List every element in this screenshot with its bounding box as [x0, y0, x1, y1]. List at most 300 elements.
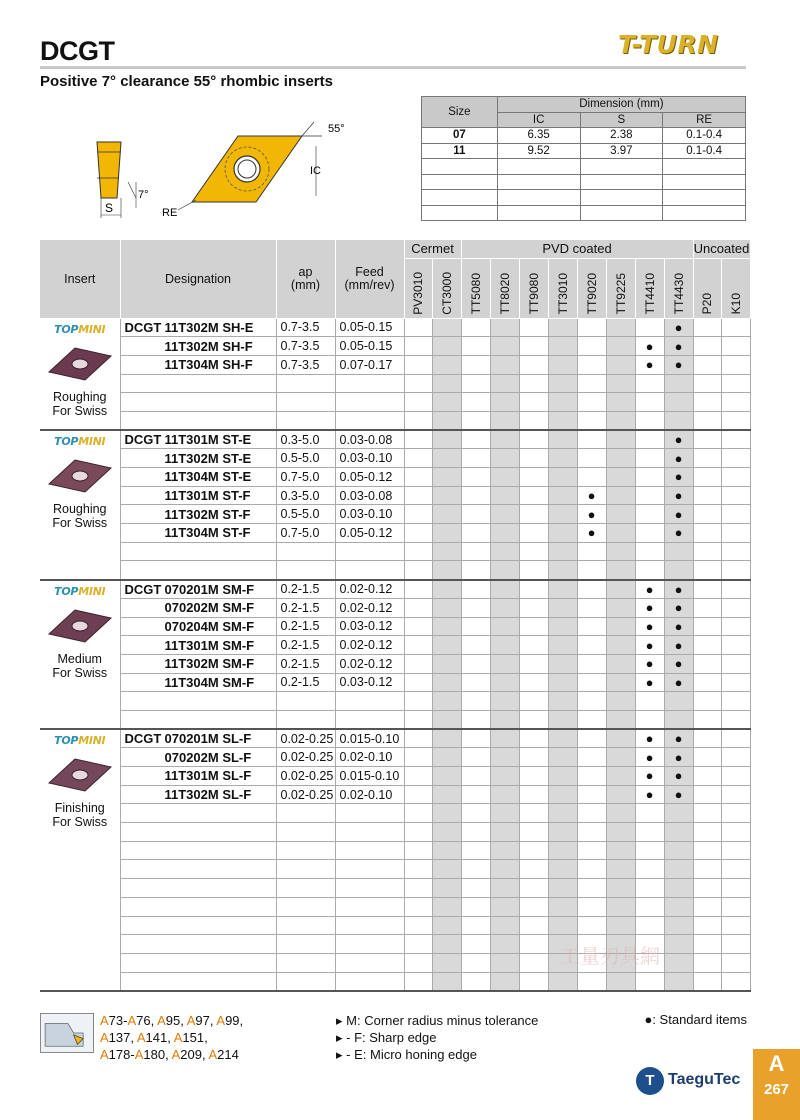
grade-label: TT4430 — [671, 273, 686, 315]
grade-cell — [404, 337, 432, 356]
grade-cell — [721, 393, 750, 412]
grade-cell — [664, 767, 693, 786]
feed-cell — [335, 411, 404, 430]
grade-cell — [635, 748, 664, 767]
grade-label: TT4410 — [642, 273, 657, 315]
grade-cell — [721, 505, 750, 524]
grade-cell — [490, 879, 519, 898]
grade-cell — [404, 729, 432, 748]
grade-cell — [635, 860, 664, 879]
grade-cell — [693, 524, 721, 543]
ap-cell — [276, 804, 335, 823]
reference-page-text: 137, — [108, 1030, 137, 1045]
grade-cell — [404, 748, 432, 767]
grade-cell — [519, 598, 548, 617]
grade-cell — [548, 355, 577, 374]
grade-cell — [664, 841, 693, 860]
grade-cell — [519, 841, 548, 860]
insert-photo — [45, 753, 115, 797]
grade-header — [577, 258, 606, 318]
grade-header — [519, 258, 548, 318]
standard-item-mark: ● — [674, 749, 683, 765]
designation-cell — [120, 411, 276, 430]
grade-header — [664, 258, 693, 318]
ap-cell: 0.7-3.5 — [276, 355, 335, 374]
grade-cell — [635, 785, 664, 804]
grade-cell — [461, 804, 490, 823]
grade-cell — [461, 617, 490, 636]
reference-page-text: 214 — [217, 1047, 239, 1062]
designation-cell — [120, 468, 276, 487]
cermet-group-header: Cermet — [404, 240, 461, 258]
grade-cell — [548, 374, 577, 393]
grade-cell — [606, 411, 635, 430]
ap-cell: 0.5-5.0 — [276, 505, 335, 524]
re-header: RE — [663, 112, 746, 128]
insert-photo — [45, 454, 115, 498]
grade-cell — [577, 785, 606, 804]
ap-cell — [276, 916, 335, 935]
grade-cell — [432, 879, 461, 898]
grade-cell — [606, 804, 635, 823]
ap-cell: 0.2-1.5 — [276, 580, 335, 599]
grade-cell — [577, 860, 606, 879]
ic-header: IC — [497, 112, 580, 128]
grade-cell — [693, 935, 721, 954]
grade-cell — [721, 542, 750, 561]
grade-cell — [461, 430, 490, 449]
grade-cell — [664, 561, 693, 580]
ap-cell: 0.2-1.5 — [276, 673, 335, 692]
grade-cell — [461, 673, 490, 692]
insert-geometry-diagram — [88, 118, 368, 228]
grade-cell — [577, 897, 606, 916]
designation-cell — [120, 767, 276, 786]
standard-item-mark: ● — [645, 674, 654, 690]
ap-cell — [276, 897, 335, 916]
grade-cell — [461, 524, 490, 543]
feed-cell: 0.02-0.10 — [335, 785, 404, 804]
grade-cell — [490, 636, 519, 655]
grade-cell — [664, 505, 693, 524]
application-line-1: Roughing — [52, 389, 107, 404]
grade-cell — [461, 729, 490, 748]
grade-cell — [490, 374, 519, 393]
grade-cell — [693, 486, 721, 505]
grade-cell — [635, 598, 664, 617]
grade-cell — [490, 524, 519, 543]
logo-part: TOP — [54, 584, 79, 598]
grade-cell — [432, 580, 461, 599]
grade-cell — [519, 374, 548, 393]
grade-cell — [519, 486, 548, 505]
grade-label: TT3010 — [555, 273, 570, 315]
grade-cell — [635, 393, 664, 412]
standard-item-mark: ● — [674, 581, 683, 597]
designation-cell — [120, 374, 276, 393]
grade-cell — [519, 692, 548, 711]
ic-label: IC — [310, 165, 321, 177]
standard-item-mark: ● — [674, 432, 683, 448]
grade-cell — [404, 860, 432, 879]
grade-cell — [606, 860, 635, 879]
grade-cell — [548, 617, 577, 636]
grade-cell — [490, 430, 519, 449]
reference-line — [100, 1029, 243, 1046]
grade-cell — [432, 748, 461, 767]
grade-cell — [721, 449, 750, 468]
clearance-angle-label: 7° — [138, 189, 149, 201]
ap-cell: 0.2-1.5 — [276, 598, 335, 617]
grade-cell — [721, 468, 750, 487]
dimension-row — [422, 128, 746, 144]
taegutec-logo-icon: T — [636, 1067, 664, 1095]
designation-code: 11T302M ST-F — [164, 506, 251, 522]
feed-cell — [335, 710, 404, 729]
application-line-2: For Swiss — [52, 815, 108, 830]
grade-cell — [432, 374, 461, 393]
grade-cell — [432, 486, 461, 505]
table-row — [40, 524, 750, 543]
grade-cell — [635, 617, 664, 636]
grade-cell — [432, 935, 461, 954]
table-row — [40, 355, 750, 374]
ap-cell — [276, 823, 335, 842]
grade-cell — [664, 673, 693, 692]
grade-cell — [432, 654, 461, 673]
grade-cell — [548, 785, 577, 804]
grade-cell — [490, 580, 519, 599]
grade-cell — [432, 673, 461, 692]
grade-cell — [490, 953, 519, 972]
ic-cell: 6.35 — [497, 128, 580, 144]
grade-cell — [519, 561, 548, 580]
grade-cell — [693, 430, 721, 449]
standard-item-mark: ● — [674, 506, 683, 522]
grade-cell — [461, 374, 490, 393]
grade-cell — [461, 542, 490, 561]
feed-cell — [335, 935, 404, 954]
feed-cell: 0.03-0.12 — [335, 673, 404, 692]
top-view-drawing — [178, 122, 322, 210]
grade-cell — [490, 449, 519, 468]
grade-cell — [693, 636, 721, 655]
grade-cell — [548, 710, 577, 729]
grade-cell — [490, 748, 519, 767]
feed-cell — [335, 953, 404, 972]
grade-cell — [548, 748, 577, 767]
feed-label: Feed — [355, 264, 384, 279]
size-cell: 11 — [422, 143, 498, 159]
grade-cell — [490, 486, 519, 505]
feed-cell: 0.05-0.12 — [335, 468, 404, 487]
table-row-empty — [40, 860, 750, 879]
grade-cell — [606, 561, 635, 580]
table-row-empty — [40, 897, 750, 916]
grade-cell — [606, 729, 635, 748]
table-row — [40, 785, 750, 804]
ap-cell: 0.7-3.5 — [276, 337, 335, 356]
standard-item-mark: ● — [674, 469, 683, 485]
designation-cell — [120, 804, 276, 823]
application-line-2: For Swiss — [52, 516, 108, 531]
application-line-2: For Swiss — [52, 665, 108, 680]
grade-cell — [548, 598, 577, 617]
grade-cell — [664, 617, 693, 636]
grade-cell — [635, 916, 664, 935]
grade-cell — [519, 430, 548, 449]
grade-cell — [606, 393, 635, 412]
ap-cell — [276, 972, 335, 991]
grade-cell — [404, 935, 432, 954]
bullet-icon: ▸ — [336, 1013, 343, 1028]
standard-item-mark: ● — [587, 506, 596, 522]
grade-cell — [577, 337, 606, 356]
reference-section-letter: A — [157, 1013, 166, 1028]
feed-cell: 0.02-0.12 — [335, 636, 404, 655]
grade-cell — [635, 337, 664, 356]
standard-item-mark: ● — [587, 525, 596, 541]
grade-cell — [606, 449, 635, 468]
grade-cell — [606, 318, 635, 337]
feed-cell: 0.05-0.15 — [335, 318, 404, 337]
grade-cell — [721, 617, 750, 636]
designation-cell — [120, 879, 276, 898]
bullet-icon: ▸ — [336, 1047, 343, 1062]
grade-cell — [432, 468, 461, 487]
table-row-empty — [40, 823, 750, 842]
grade-cell — [721, 879, 750, 898]
grade-cell — [519, 748, 548, 767]
grade-cell — [721, 374, 750, 393]
reference-line — [100, 1012, 243, 1029]
grade-cell — [693, 748, 721, 767]
feed-cell: 0.02-0.12 — [335, 598, 404, 617]
reference-page-text: 180, — [143, 1047, 172, 1062]
grade-cell — [635, 524, 664, 543]
reference-page-text: 209, — [180, 1047, 209, 1062]
grade-cell — [693, 916, 721, 935]
grade-header — [635, 258, 664, 318]
designation-header: Designation — [120, 240, 276, 318]
grade-cell — [577, 374, 606, 393]
topmini-logo — [40, 734, 120, 747]
grade-cell — [432, 729, 461, 748]
grade-cell — [606, 542, 635, 561]
grade-cell — [693, 729, 721, 748]
grade-cell — [404, 785, 432, 804]
logo-part: MINI — [78, 322, 106, 336]
grade-cell — [577, 486, 606, 505]
grade-cell — [432, 860, 461, 879]
feed-cell: 0.02-0.12 — [335, 580, 404, 599]
ic-cell: 9.52 — [497, 143, 580, 159]
grade-cell — [461, 823, 490, 842]
grade-cell — [404, 673, 432, 692]
ap-cell: 0.02-0.25 — [276, 748, 335, 767]
standard-item-mark: ● — [674, 488, 683, 504]
designation-cell — [120, 692, 276, 711]
side-view-drawing — [97, 142, 136, 218]
table-row — [40, 486, 750, 505]
grade-cell — [635, 561, 664, 580]
logo-part: MINI — [78, 584, 106, 598]
grade-cell — [577, 916, 606, 935]
grade-cell — [693, 673, 721, 692]
feed-cell: 0.02-0.12 — [335, 654, 404, 673]
designation-code: 11T301M SL-F — [164, 768, 252, 784]
grade-cell — [721, 355, 750, 374]
logo-part: MINI — [78, 734, 106, 748]
reference-section-letter: A — [134, 1047, 144, 1062]
designation-code: 11T304M SM-F — [164, 674, 255, 690]
feed-cell: 0.03-0.12 — [335, 617, 404, 636]
grade-cell — [664, 337, 693, 356]
title-rule — [40, 66, 746, 69]
footnote-m-text: M: Corner radius minus tolerance — [346, 1013, 539, 1028]
grade-cell — [404, 767, 432, 786]
grade-cell — [548, 897, 577, 916]
ap-cell: 0.7-5.0 — [276, 468, 335, 487]
grade-cell — [606, 673, 635, 692]
designation-code: 11T302M ST-E — [164, 450, 252, 466]
feed-cell: 0.02-0.10 — [335, 748, 404, 767]
grade-cell — [693, 561, 721, 580]
designation-cell — [120, 972, 276, 991]
grade-cell — [664, 542, 693, 561]
grade-cell — [577, 636, 606, 655]
grade-cell — [606, 710, 635, 729]
grade-cell — [432, 823, 461, 842]
grade-cell — [693, 767, 721, 786]
designation-cell — [120, 542, 276, 561]
application-line-1: Roughing — [52, 502, 107, 517]
feed-cell — [335, 804, 404, 823]
grade-cell — [461, 879, 490, 898]
grade-cell — [664, 860, 693, 879]
grade-cell — [693, 542, 721, 561]
grade-cell — [548, 468, 577, 487]
standard-item-mark: ● — [645, 600, 654, 616]
re-label: RE — [162, 207, 178, 219]
feed-cell — [335, 841, 404, 860]
grade-cell — [721, 654, 750, 673]
bullet-icon: ▸ — [336, 1030, 343, 1045]
ap-header — [276, 240, 335, 318]
section-tab — [753, 1049, 800, 1120]
re-cell: 0.1-0.4 — [663, 128, 746, 144]
standard-item-mark: ● — [645, 787, 654, 803]
grade-cell — [606, 580, 635, 599]
ap-cell: 0.2-1.5 — [276, 654, 335, 673]
grade-cell — [606, 598, 635, 617]
grade-cell — [404, 561, 432, 580]
grade-cell — [519, 767, 548, 786]
grade-cell — [519, 468, 548, 487]
grade-cell — [577, 430, 606, 449]
grade-cell — [693, 318, 721, 337]
grade-cell — [548, 524, 577, 543]
grade-cell — [404, 486, 432, 505]
designation-code: 070201M SM-F — [164, 581, 255, 597]
grade-cell — [693, 468, 721, 487]
grade-cell — [577, 524, 606, 543]
grade-cell — [693, 411, 721, 430]
grade-cell — [490, 561, 519, 580]
grade-cell — [404, 823, 432, 842]
grade-cell — [606, 748, 635, 767]
grade-cell — [721, 972, 750, 991]
grade-cell — [432, 617, 461, 636]
standard-item-mark: ● — [674, 731, 683, 747]
grade-cell — [461, 841, 490, 860]
grade-cell — [577, 449, 606, 468]
grade-cell — [432, 561, 461, 580]
grade-cell — [432, 841, 461, 860]
grade-cell — [606, 430, 635, 449]
designation-code: 11T304M ST-F — [164, 525, 251, 541]
grade-cell — [519, 860, 548, 879]
grade-cell — [432, 953, 461, 972]
designation-cell — [120, 393, 276, 412]
ap-cell: 0.02-0.25 — [276, 729, 335, 748]
grade-cell — [721, 860, 750, 879]
grade-cell — [519, 337, 548, 356]
grade-cell — [635, 505, 664, 524]
grade-cell — [577, 748, 606, 767]
grade-cell — [548, 673, 577, 692]
ap-cell: 0.5-5.0 — [276, 449, 335, 468]
table-row — [40, 617, 750, 636]
grade-cell — [519, 524, 548, 543]
grade-header — [606, 258, 635, 318]
designation-prefix: DCGT — [124, 319, 162, 335]
standard-item-mark: ● — [645, 357, 654, 373]
grade-cell — [664, 393, 693, 412]
grade-cell — [721, 748, 750, 767]
reference-section-letter: A — [186, 1013, 196, 1028]
grade-cell — [606, 897, 635, 916]
feed-cell: 0.015-0.10 — [335, 767, 404, 786]
grade-cell — [461, 897, 490, 916]
grade-cell — [635, 897, 664, 916]
feed-cell — [335, 916, 404, 935]
s-cell: 2.38 — [580, 128, 663, 144]
grade-cell — [461, 486, 490, 505]
grade-cell — [461, 449, 490, 468]
table-row — [40, 505, 750, 524]
feed-cell — [335, 823, 404, 842]
table-row — [40, 337, 750, 356]
grade-cell — [664, 486, 693, 505]
page-title: DCGT — [40, 36, 115, 66]
grade-cell — [606, 823, 635, 842]
reference-section-letter: A — [208, 1047, 218, 1062]
grade-cell — [490, 598, 519, 617]
grade-cell — [577, 823, 606, 842]
grade-cell — [606, 879, 635, 898]
grade-cell — [519, 449, 548, 468]
designation-cell — [120, 729, 276, 748]
grade-cell — [664, 823, 693, 842]
dimension-row-empty — [422, 190, 746, 206]
reference-section-letter: A — [171, 1047, 181, 1062]
grade-cell — [693, 785, 721, 804]
table-row-empty — [40, 916, 750, 935]
grade-cell — [404, 598, 432, 617]
standard-item-mark: ● — [674, 787, 683, 803]
grade-cell — [490, 411, 519, 430]
